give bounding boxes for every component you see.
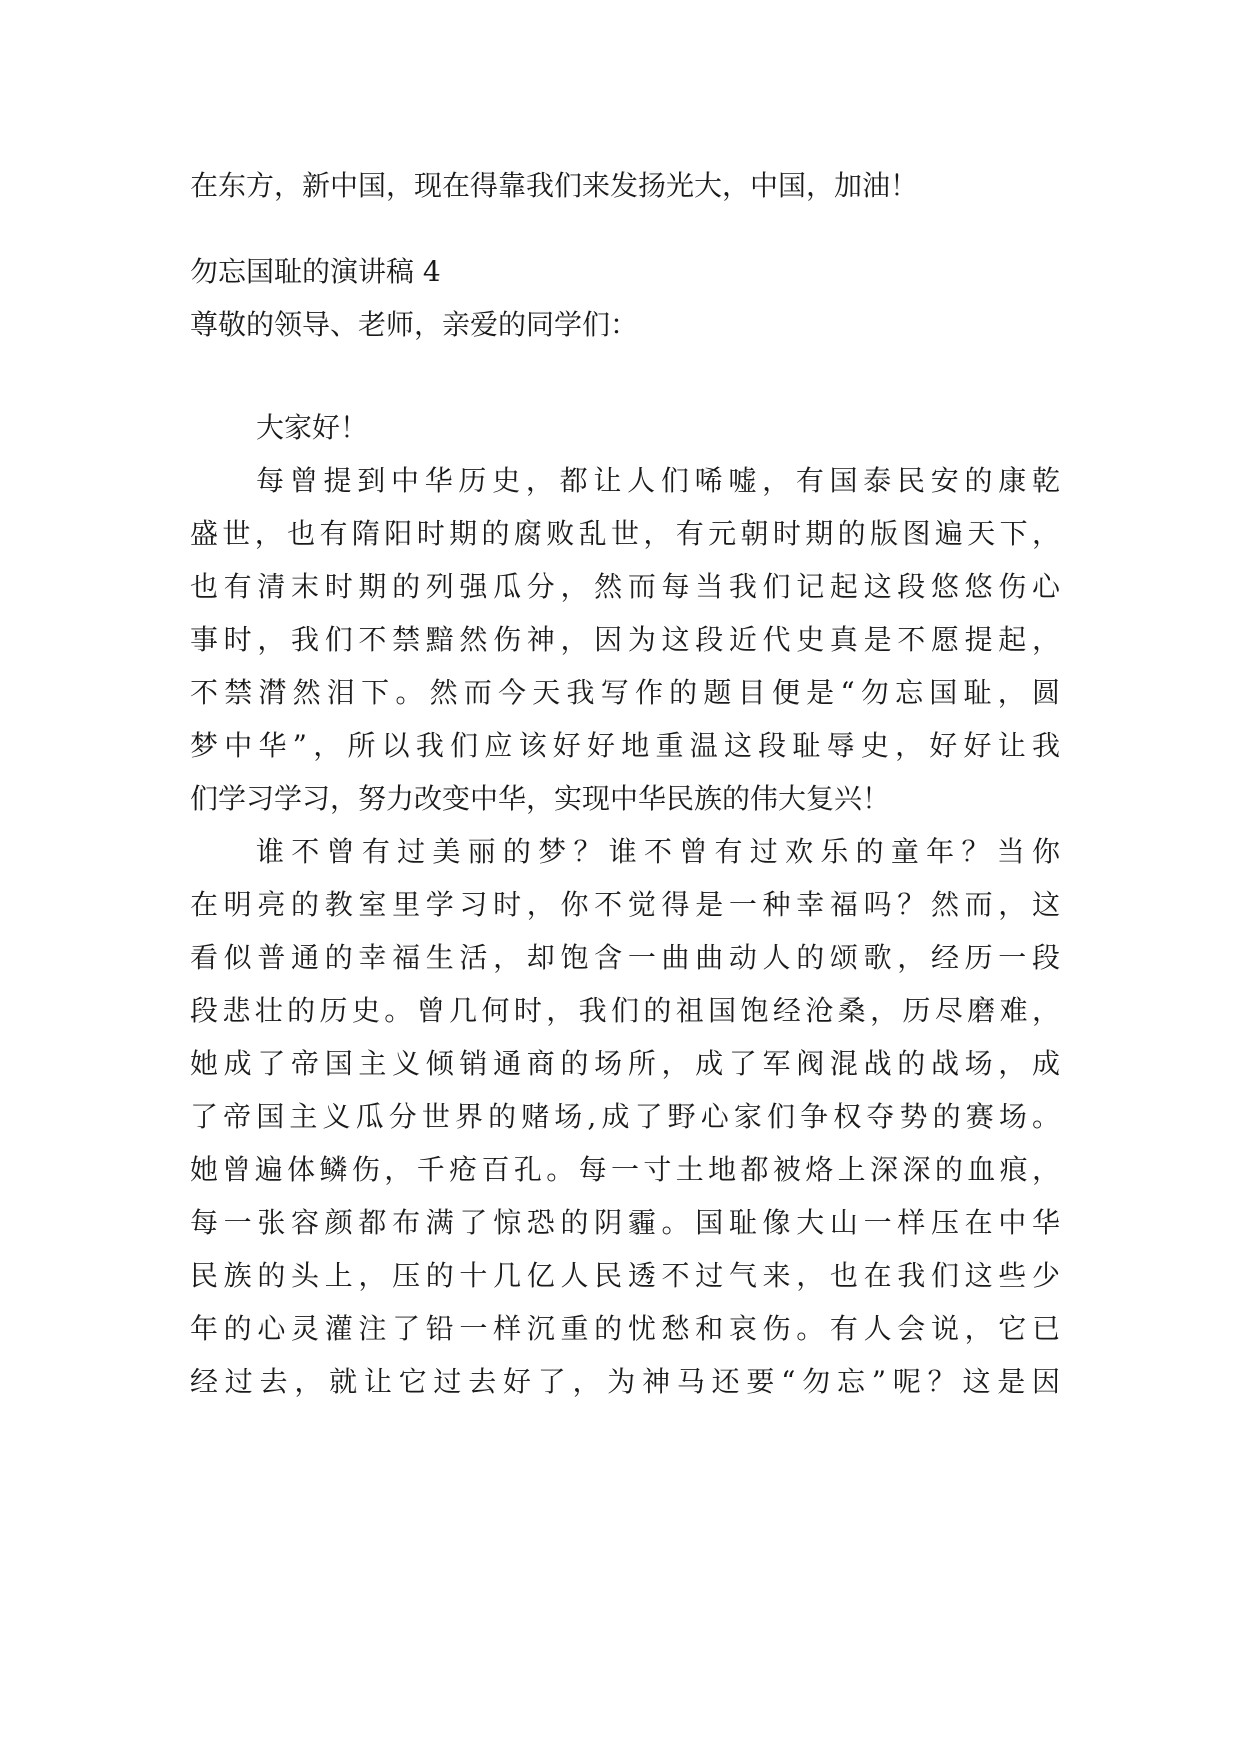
carry-over-line: 在东方，新中国，现在得靠我们来发扬光大，中国，加油！ bbox=[190, 169, 919, 202]
paragraph-line: 每一张容颜都布满了惊恐的阴霾。国耻像大山一样压在中华 bbox=[190, 1206, 1060, 1239]
paragraph-line: 了帝国主义瓜分世界的赌场,成了野心家们争权夺势的赛场。 bbox=[190, 1100, 1060, 1133]
paragraph-line: 不禁潸然泪下。然而今天我写作的题目便是“勿忘国耻，圆 bbox=[190, 676, 1060, 709]
paragraph-line: 盛世，也有隋阳时期的腐败乱世，有元朝时期的版图遍天下， bbox=[190, 517, 1060, 550]
paragraph-line: 梦中华”，所以我们应该好好地重温这段耻辱史，好好让我 bbox=[190, 729, 1060, 762]
paragraph-line: 谁不曾有过美丽的梦？谁不曾有过欢乐的童年？当你 bbox=[256, 835, 1060, 868]
paragraph-line: 在明亮的教室里学习时，你不觉得是一种幸福吗？然而，这 bbox=[190, 888, 1060, 921]
paragraph-line: 段悲壮的历史。曾几何时，我们的祖国饱经沧桑，历尽磨难， bbox=[190, 994, 1060, 1027]
salutation: 尊敬的领导、老师，亲爱的同学们： bbox=[190, 308, 639, 341]
paragraph-line: 她曾遍体鳞伤，千疮百孔。每一寸土地都被烙上深深的血痕， bbox=[190, 1153, 1060, 1186]
paragraph-line: 看似普通的幸福生活，却饱含一曲曲动人的颂歌，经历一段 bbox=[190, 941, 1060, 974]
paragraph-line: 年的心灵灌注了铅一样沉重的忧愁和哀伤。有人会说，它已 bbox=[190, 1312, 1060, 1345]
greeting: 大家好！ bbox=[256, 411, 369, 444]
speech-title: 勿忘国耻的演讲稿 4 bbox=[190, 255, 441, 288]
paragraph-line: 们学习学习，努力改变中华，实现中华民族的伟大复兴！ bbox=[190, 782, 891, 815]
paragraph-line: 也有清末时期的列强瓜分，然而每当我们记起这段悠悠伤心 bbox=[190, 570, 1060, 603]
paragraph-line: 民族的头上，压的十几亿人民透不过气来，也在我们这些少 bbox=[190, 1259, 1060, 1292]
paragraph-line: 经过去，就让它过去好了，为神马还要“勿忘”呢？这是因 bbox=[190, 1365, 1060, 1398]
paragraph-line: 事时，我们不禁黯然伤神，因为这段近代史真是不愿提起， bbox=[190, 623, 1060, 656]
paragraph-line: 每曾提到中华历史，都让人们唏嘘，有国泰民安的康乾 bbox=[256, 464, 1060, 497]
paragraph-line: 她成了帝国主义倾销通商的场所，成了军阀混战的战场，成 bbox=[190, 1047, 1060, 1080]
